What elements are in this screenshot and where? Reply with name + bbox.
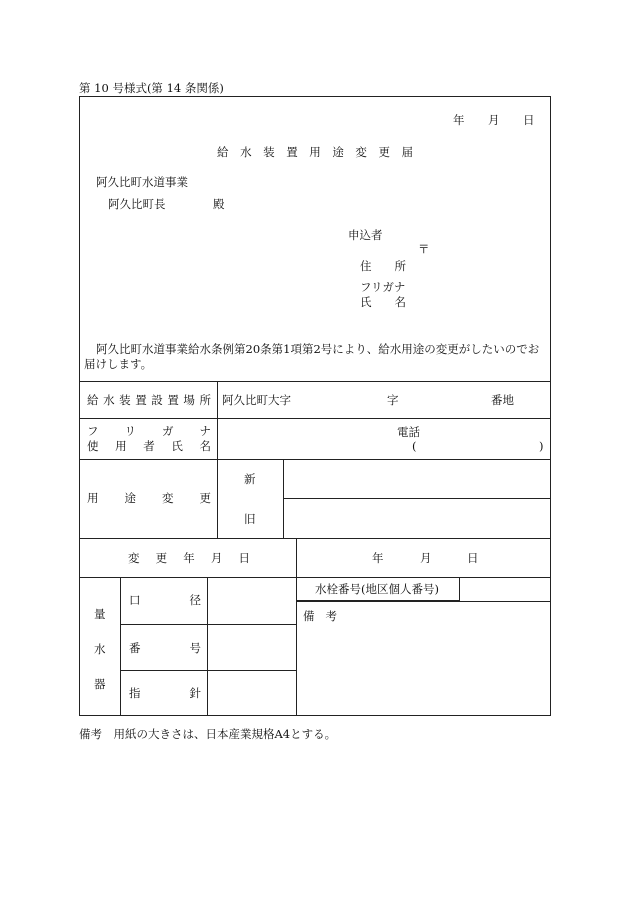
plug-number-divider — [296, 601, 551, 602]
meter-label-2: 水 — [94, 642, 106, 656]
col-divider-meter-value — [207, 577, 208, 716]
phone-label: 電話 — [397, 425, 420, 439]
date-year-label: 年 — [453, 113, 465, 127]
meter-number-label: 番 号 — [129, 641, 201, 655]
install-town: 阿久比町大字 — [222, 393, 291, 407]
footnote: 備考 用紙の大きさは、日本産業規格A4とする。 — [79, 727, 337, 741]
change-date-year: 年 — [372, 551, 384, 565]
body-text-line2: 届けします。 — [84, 357, 153, 371]
usage-new-label: 新 — [244, 472, 256, 486]
honorific: 殿 — [213, 197, 225, 211]
meter-divider-2 — [120, 670, 297, 671]
form-number: 第 10 号様式(第 14 条関係) — [79, 81, 224, 95]
remarks-label: 備 考 — [303, 609, 337, 623]
date-month-label: 月 — [488, 113, 500, 127]
meter-label-3: 器 — [94, 677, 106, 691]
meter-divider-1 — [120, 624, 297, 625]
row-divider-3 — [79, 459, 551, 460]
phone-paren-open: ( — [412, 439, 417, 453]
meter-reading-label: 指 針 — [129, 686, 201, 700]
applicant-furigana-label: フリガナ — [360, 280, 406, 294]
form-title: 給 水 装 置 用 途 変 更 届 — [217, 145, 413, 159]
col-divider-usage — [283, 459, 284, 538]
usage-change-label: 用 途 変 更 — [87, 491, 211, 505]
col-divider-date — [296, 538, 297, 716]
phone-paren-close: ) — [539, 439, 544, 453]
user-furigana-label: フ リ ガ ナ — [87, 424, 211, 438]
row-divider-usage — [283, 498, 551, 499]
postal-mark: 〒 — [418, 242, 430, 256]
plug-number-label: 水栓番号(地区個人番号) — [315, 582, 439, 596]
applicant-name-label: 氏 名 — [360, 295, 406, 309]
install-location-label: 給 水 装 置 設 置 場 所 — [87, 393, 211, 407]
applicant-address-label: 住 所 — [360, 259, 406, 273]
addressee-person: 阿久比町長 — [108, 197, 166, 211]
change-date-month: 月 — [420, 551, 432, 565]
col-divider-meter-label — [120, 577, 121, 716]
change-date-label: 変 更 年 月 日 — [128, 551, 250, 565]
meter-caliber-label: 口 径 — [129, 593, 201, 607]
date-day-label: 日 — [523, 113, 535, 127]
row-divider-1 — [79, 381, 551, 382]
applicant-heading: 申込者 — [348, 228, 383, 242]
row-divider-2 — [79, 418, 551, 419]
install-banchi: 番地 — [491, 393, 514, 407]
row-divider-4 — [79, 538, 551, 539]
body-text-line1: 阿久比町水道事業給水条例第20条第1項第2号により、給水用途の変更がしたいのでお — [96, 342, 540, 356]
col-divider-label — [217, 381, 218, 538]
install-aza: 字 — [387, 393, 399, 407]
addressee-org: 阿久比町水道事業 — [96, 175, 188, 189]
usage-old-label: 旧 — [244, 512, 256, 526]
meter-label-1: 量 — [94, 607, 106, 621]
change-date-day: 日 — [467, 551, 479, 565]
user-name-label: 使 用 者 氏 名 — [87, 439, 211, 453]
